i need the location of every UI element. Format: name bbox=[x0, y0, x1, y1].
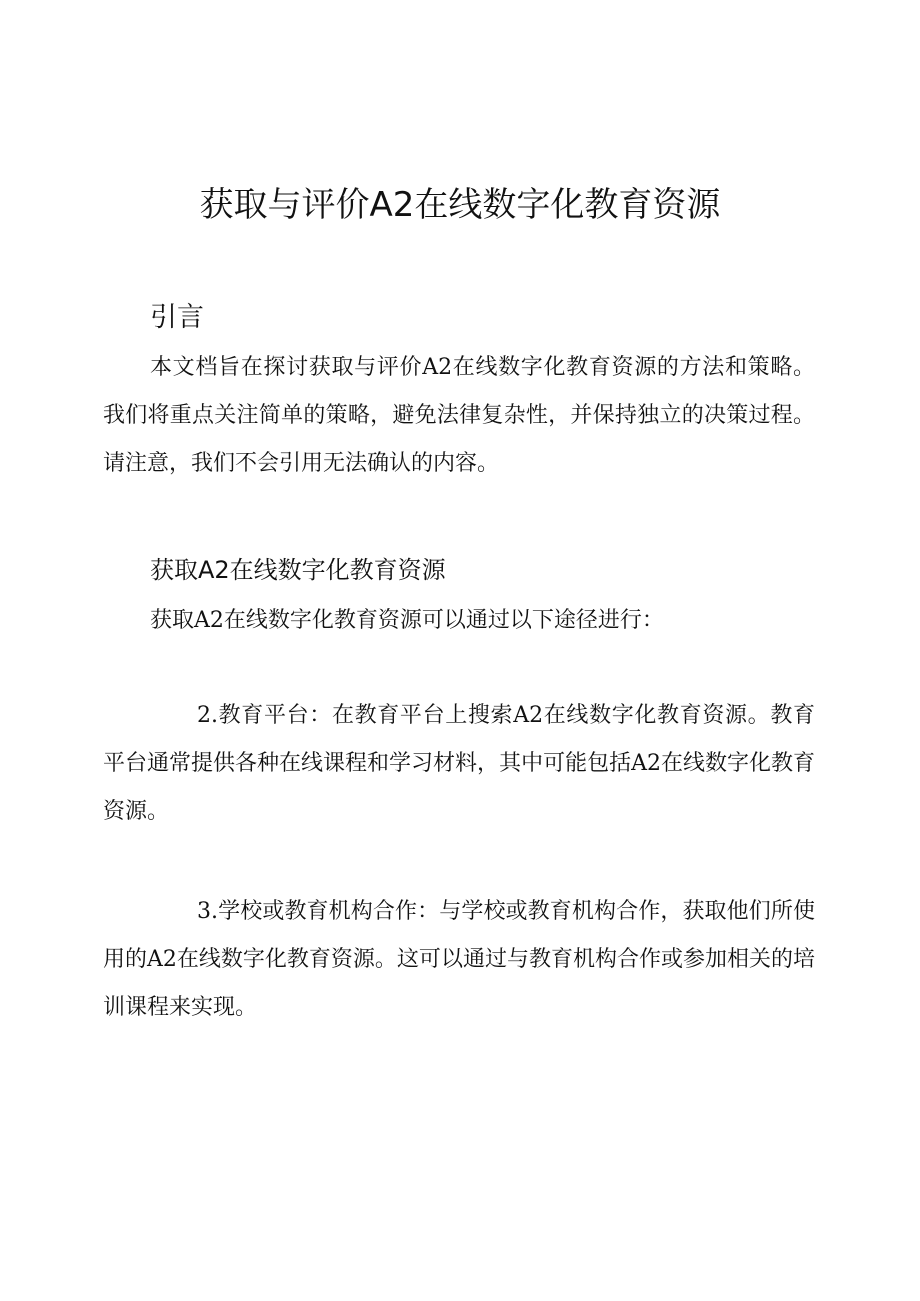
document-title: 获取与评价A2在线数字化教育资源 bbox=[199, 185, 721, 225]
list-item-text: .学校或教育机构合作：与学校或教育机构合作，获取他们所使用的A2在线数字化教育资源。这可以通过与教育机构合作或参加相关的培训课程来实现。 bbox=[103, 899, 815, 1020]
list-item-number: 2 bbox=[197, 703, 211, 728]
section-heading-acquire: 获取A2在线数字化教育资源 bbox=[150, 556, 446, 584]
intro-paragraph: 本文档旨在探讨获取与评价A2在线数字化教育资源的方法和策略。我们将重点关注简单的策略，避免法律复杂性，并保持独立的决策过程。请注意，我们不会引用无法确认的内容。 bbox=[103, 355, 815, 476]
list-item-number: 3 bbox=[197, 899, 211, 924]
list-item-school-cooperation bbox=[103, 888, 815, 1032]
acquire-lead-paragraph: 获取A2在线数字化教育资源可以通过以下途径进行： bbox=[150, 608, 664, 633]
list-item-text: .教育平台：在教育平台上搜索A2在线数字化教育资源。教育平台通常提供各种在线课程和学习材料，其中可能包括A2在线数字化教育资源。 bbox=[103, 703, 815, 824]
list-item-education-platform bbox=[103, 692, 815, 836]
section-heading-intro: 引言 bbox=[150, 302, 204, 333]
